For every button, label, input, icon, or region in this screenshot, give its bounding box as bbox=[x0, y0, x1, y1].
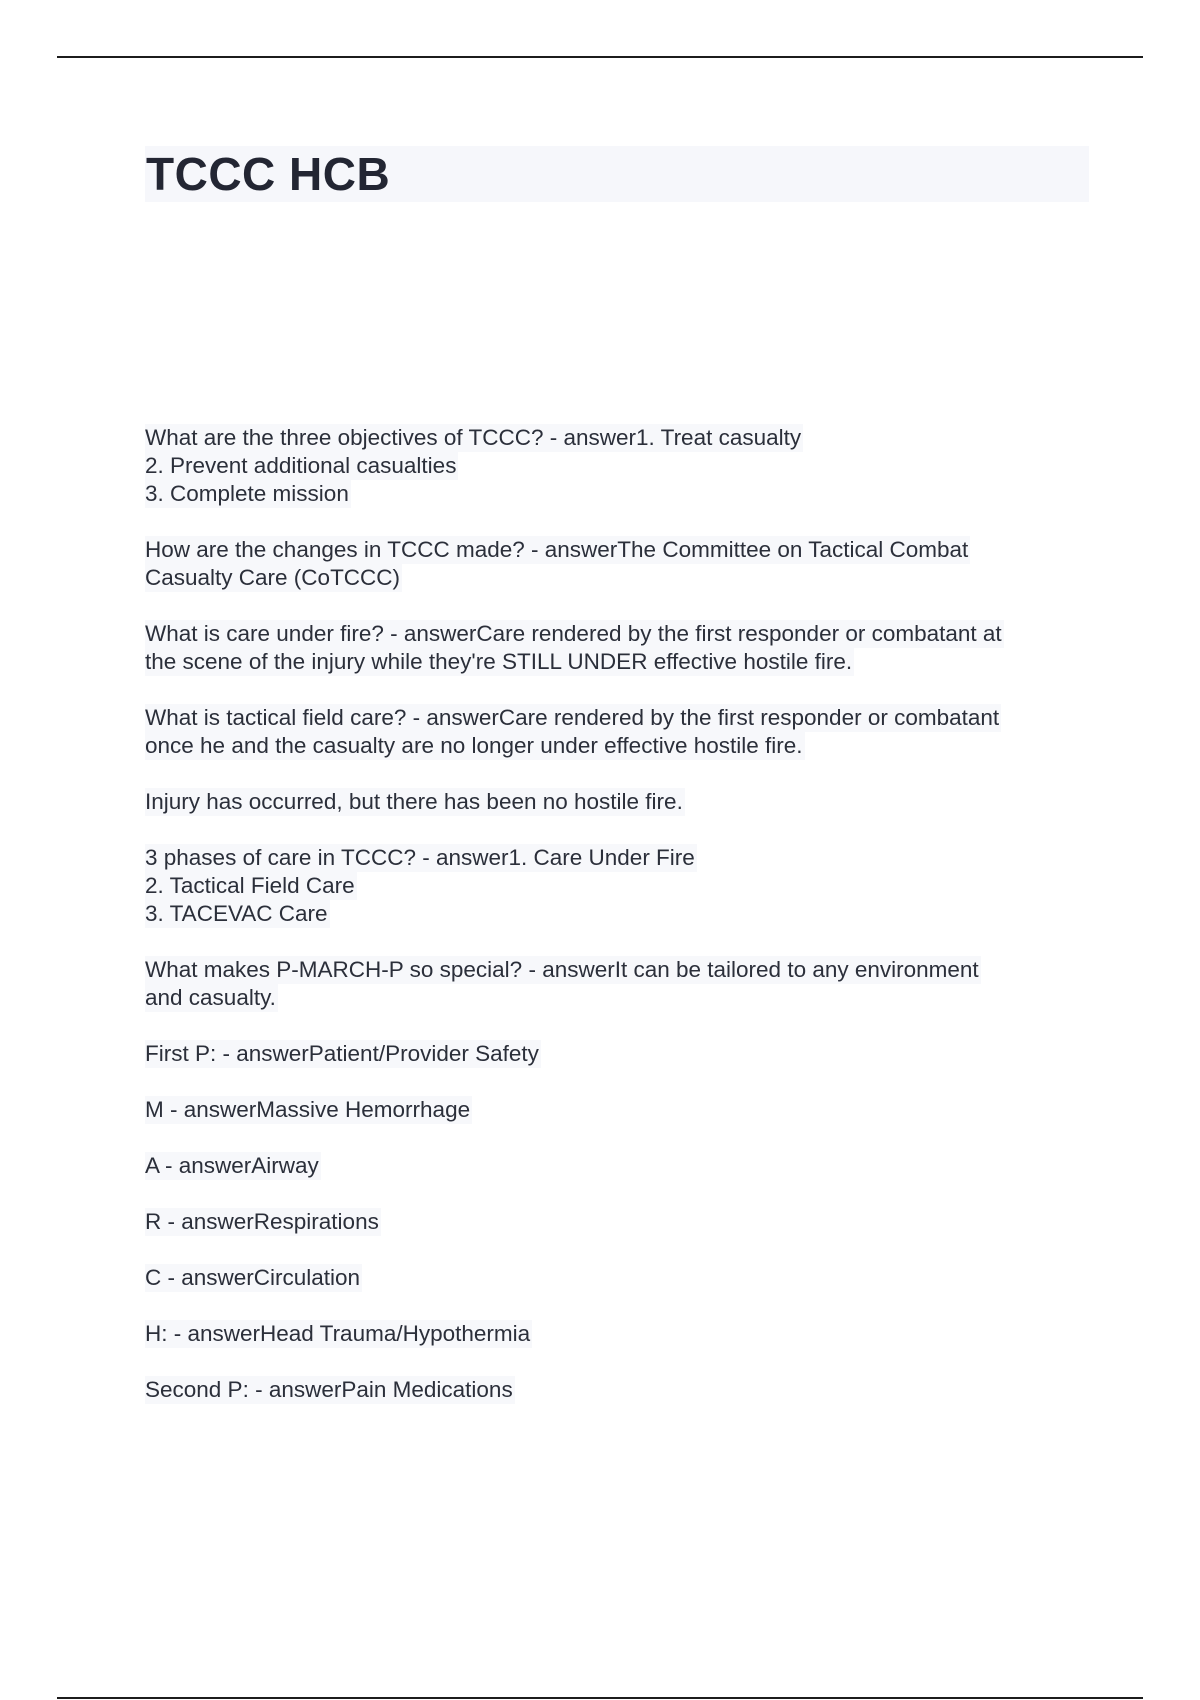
qa-line: 2. Tactical Field Care bbox=[145, 873, 355, 898]
qa-entry bbox=[145, 424, 1095, 508]
qa-entry bbox=[145, 788, 1095, 816]
qa-entry bbox=[145, 536, 1095, 592]
qa-entry bbox=[145, 1152, 1095, 1180]
qa-line: 3. TACEVAC Care bbox=[145, 901, 328, 926]
qa-line: Injury has occurred, but there has been no hostile fire. bbox=[145, 789, 683, 814]
qa-line: M - answerMassive Hemorrhage bbox=[145, 1097, 471, 1122]
qa-line: the scene of the injury while they're STILL UNDER effective hostile fire. bbox=[145, 649, 853, 674]
bottom-rule bbox=[57, 1697, 1143, 1699]
qa-line: 3 phases of care in TCCC? - answer1. Care Under Fire bbox=[145, 845, 695, 870]
qa-entry bbox=[145, 1376, 1095, 1404]
qa-line: What is care under fire? - answerCare rendered by the first responder or combatant at bbox=[145, 621, 1002, 646]
qa-line: R - answerRespirations bbox=[145, 1209, 379, 1234]
document-title: TCCC HCB bbox=[146, 148, 391, 200]
qa-entry bbox=[145, 1264, 1095, 1292]
qa-line: and casualty. bbox=[145, 985, 276, 1010]
qa-entry bbox=[145, 1208, 1095, 1236]
qa-line: once he and the casualty are no longer under effective hostile fire. bbox=[145, 733, 803, 758]
qa-line: What makes P-MARCH-P so special? - answerIt can be tailored to any environment bbox=[145, 957, 979, 982]
qa-line: Second P: - answerPain Medications bbox=[145, 1377, 513, 1402]
qa-entry bbox=[145, 1096, 1095, 1124]
qa-entry bbox=[145, 1040, 1095, 1068]
qa-line: What is tactical field care? - answerCare rendered by the first responder or combatant bbox=[145, 705, 1000, 730]
qa-line: How are the changes in TCCC made? - answerThe Committee on Tactical Combat bbox=[145, 537, 969, 562]
qa-entry bbox=[145, 956, 1095, 1012]
qa-entry bbox=[145, 844, 1095, 928]
qa-entry bbox=[145, 1320, 1095, 1348]
qa-line: First P: - answerPatient/Provider Safety bbox=[145, 1041, 539, 1066]
qa-line: A - answerAirway bbox=[145, 1153, 319, 1178]
top-rule bbox=[57, 56, 1143, 58]
qa-line: What are the three objectives of TCCC? - answer1. Treat casualty bbox=[145, 425, 802, 450]
qa-entry bbox=[145, 620, 1095, 676]
qa-entry bbox=[145, 704, 1095, 760]
qa-line: H: - answerHead Trauma/Hypothermia bbox=[145, 1321, 531, 1346]
qa-line: Casualty Care (CoTCCC) bbox=[145, 565, 401, 590]
qa-line: 2. Prevent additional casualties bbox=[145, 453, 457, 478]
qa-line: 3. Complete mission bbox=[145, 481, 349, 506]
qa-line: C - answerCirculation bbox=[145, 1265, 361, 1290]
qa-list bbox=[145, 424, 1095, 1432]
